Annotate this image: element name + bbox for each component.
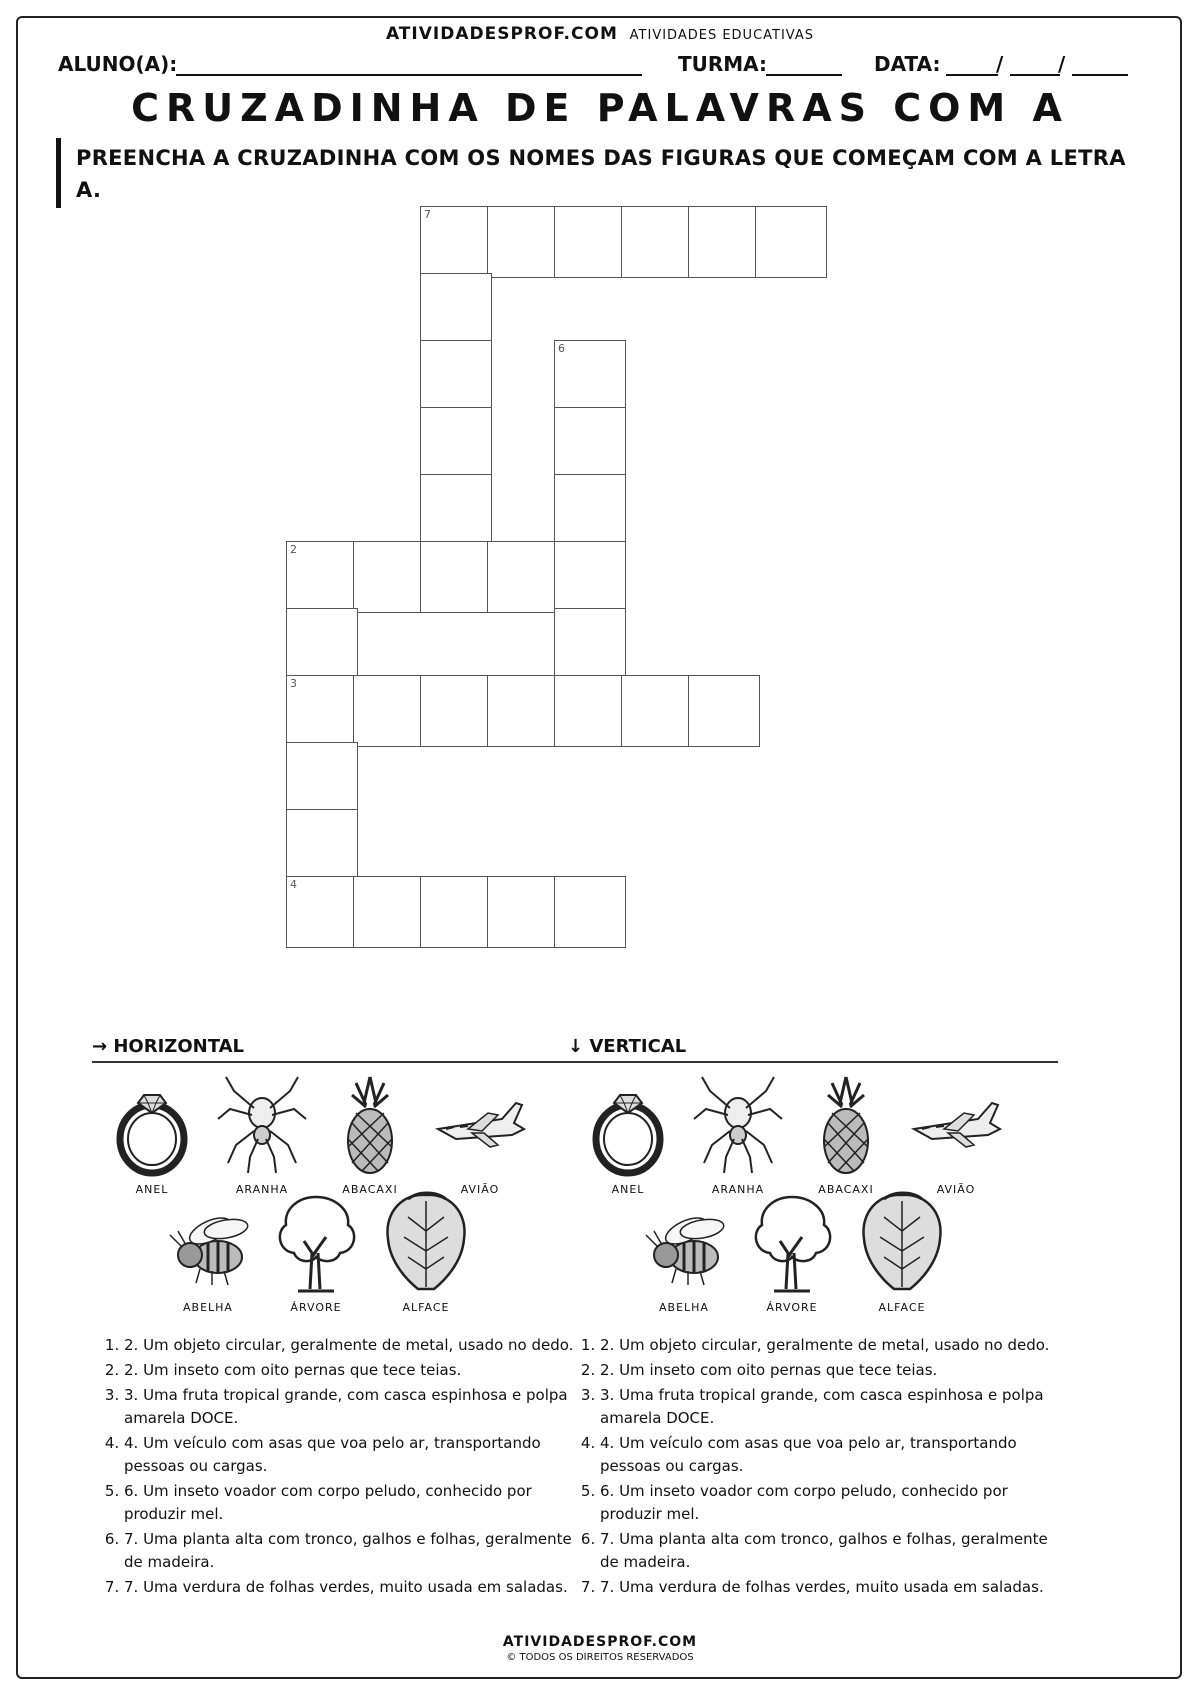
crossword-cell[interactable] <box>554 541 626 613</box>
page-footer <box>0 1634 1200 1663</box>
picture-bank <box>92 1063 582 1328</box>
pineapple-icon <box>798 1073 894 1177</box>
clue-list <box>568 1334 1058 1599</box>
crossword-cell[interactable] <box>286 876 358 948</box>
clue-list <box>92 1334 582 1599</box>
clue-number: 6 <box>558 342 565 355</box>
crossword-cell[interactable] <box>286 541 358 613</box>
crossword-cell[interactable] <box>554 608 626 680</box>
picture-pineapple <box>796 1073 896 1198</box>
picture-bank <box>568 1063 1058 1328</box>
crossword-cell[interactable] <box>420 541 492 613</box>
vertical-section <box>568 1036 1058 1601</box>
crossword-cell[interactable] <box>554 876 626 948</box>
clue-item: 4. 4. Um veículo com asas que voa pelo ar, transportando pessoas ou cargas. <box>124 1432 582 1478</box>
picture-tree <box>266 1191 366 1316</box>
clue-item: 6. 7. Uma planta alta com tronco, galhos e folhas, geralmente de madeira. <box>124 1528 582 1574</box>
tree-icon <box>744 1191 840 1295</box>
ring-icon <box>104 1073 200 1177</box>
bee-icon <box>160 1191 256 1295</box>
airplane-icon <box>908 1073 1004 1177</box>
crossword-cell[interactable] <box>420 474 492 546</box>
crossword-cell[interactable] <box>420 407 492 479</box>
lettuce-icon <box>378 1191 474 1295</box>
crossword-cell[interactable] <box>286 675 358 747</box>
clue-item: 7. 7. Uma verdura de folhas verdes, muito usada em saladas. <box>124 1576 582 1599</box>
clue-item: 1. 2. Um objeto circular, geralmente de metal, usado no dedo. <box>124 1334 582 1357</box>
lettuce-icon <box>854 1191 950 1295</box>
class-label: TURMA: <box>678 52 768 76</box>
clue-number: 7 <box>424 208 431 221</box>
picture-spider <box>212 1073 312 1198</box>
clue-number: 3 <box>290 677 297 690</box>
date-label: DATA: <box>874 52 941 76</box>
picture-label: ABELHA <box>183 1301 233 1314</box>
crossword-cell[interactable] <box>286 742 358 814</box>
crossword-cell[interactable] <box>420 340 492 412</box>
horizontal-heading: → HORIZONTAL <box>92 1036 582 1063</box>
crossword-cell[interactable] <box>420 206 492 278</box>
crossword-cell[interactable] <box>554 206 626 278</box>
crossword-cell[interactable] <box>554 340 626 412</box>
crossword-cell[interactable] <box>554 474 626 546</box>
footer-rights: © TODOS OS DIREITOS RESERVADOS <box>506 1652 694 1663</box>
student-label: ALUNO(A): <box>58 52 178 76</box>
picture-tree <box>742 1191 842 1316</box>
spider-icon <box>690 1073 786 1177</box>
clue-item: 4. 4. Um veículo com asas que voa pelo ar, transportando pessoas ou cargas. <box>600 1432 1058 1478</box>
date-separator: / <box>1058 52 1066 76</box>
clue-item: 2. 2. Um inseto com oito pernas que tece teias. <box>124 1359 582 1382</box>
crossword-cell[interactable] <box>487 541 559 613</box>
crossword-cell[interactable] <box>420 876 492 948</box>
clue-item: 3. 3. Uma fruta tropical grande, com casca espinhosa e polpa amarela DOCE. <box>124 1384 582 1430</box>
picture-label: ÁRVORE <box>766 1301 818 1314</box>
picture-ring <box>102 1073 202 1198</box>
bee-icon <box>636 1191 732 1295</box>
picture-label: ARANHA <box>711 1183 765 1196</box>
picture-lettuce <box>852 1191 952 1316</box>
clue-item: 6. 7. Uma planta alta com tronco, galhos e folhas, geralmente de madeira. <box>600 1528 1058 1574</box>
picture-bee <box>158 1191 258 1316</box>
picture-lettuce <box>376 1191 476 1316</box>
crossword-cell[interactable] <box>353 675 425 747</box>
picture-label: ANEL <box>135 1183 169 1196</box>
picture-airplane <box>430 1073 530 1198</box>
clue-number: 4 <box>290 878 297 891</box>
picture-ring <box>578 1073 678 1198</box>
picture-label: ALFACE <box>878 1301 926 1314</box>
clue-item: 5. 6. Um inseto voador com corpo peludo, conhecido por produzir mel. <box>124 1480 582 1526</box>
picture-label: ANEL <box>611 1183 645 1196</box>
page-title: CRUZADINHA DE PALAVRAS COM A <box>131 86 1069 130</box>
picture-bee <box>634 1191 734 1316</box>
clue-item: 7. 7. Uma verdura de folhas verdes, muito usada em saladas. <box>600 1576 1058 1599</box>
crossword-cell[interactable] <box>353 876 425 948</box>
crossword-cell[interactable] <box>487 675 559 747</box>
crossword-cell[interactable] <box>688 675 760 747</box>
picture-label: ABELHA <box>659 1301 709 1314</box>
vertical-heading: ↓ VERTICAL <box>568 1036 1058 1063</box>
site-subtitle: ATIVIDADES EDUCATIVAS <box>629 28 815 43</box>
crossword-cell[interactable] <box>286 608 358 680</box>
horizontal-section <box>92 1036 582 1601</box>
spider-icon <box>214 1073 310 1177</box>
clue-item: 5. 6. Um inseto voador com corpo peludo, conhecido por produzir mel. <box>600 1480 1058 1526</box>
crossword-cell[interactable] <box>420 675 492 747</box>
tree-icon <box>268 1191 364 1295</box>
clue-item: 3. 3. Uma fruta tropical grande, com casca espinhosa e polpa amarela DOCE. <box>600 1384 1058 1430</box>
instruction-text: PREENCHA A CRUZADINHA COM OS NOMES DAS FIGURAS QUE COMEÇAM COM A LETRA A. <box>76 146 1126 202</box>
picture-label: ABACAXI <box>818 1183 874 1196</box>
crossword-cell[interactable] <box>688 206 760 278</box>
footer-site: ATIVIDADESPROF.COM <box>502 1634 698 1650</box>
picture-airplane <box>906 1073 1006 1198</box>
crossword-cell[interactable] <box>487 876 559 948</box>
crossword-cell[interactable] <box>554 407 626 479</box>
picture-label: AVIÃO <box>936 1183 976 1196</box>
crossword-cell[interactable] <box>621 206 693 278</box>
picture-label: ABACAXI <box>342 1183 398 1196</box>
crossword-cell[interactable] <box>353 541 425 613</box>
pineapple-icon <box>322 1073 418 1177</box>
picture-pineapple <box>320 1073 420 1198</box>
picture-label: ALFACE <box>402 1301 450 1314</box>
crossword-cell[interactable] <box>554 675 626 747</box>
clue-item: 2. 2. Um inseto com oito pernas que tece teias. <box>600 1359 1058 1382</box>
crossword-cell[interactable] <box>420 273 492 345</box>
site-name: ATIVIDADESPROF.COM <box>385 24 618 44</box>
date-separator: / <box>996 52 1004 76</box>
picture-spider <box>688 1073 788 1198</box>
crossword-cell[interactable] <box>755 206 827 278</box>
crossword-cell[interactable] <box>621 675 693 747</box>
clue-item: 1. 2. Um objeto circular, geralmente de metal, usado no dedo. <box>600 1334 1058 1357</box>
clue-number: 2 <box>290 543 297 556</box>
airplane-icon <box>432 1073 528 1177</box>
crossword-cell[interactable] <box>487 206 559 278</box>
picture-label: ARANHA <box>235 1183 289 1196</box>
ring-icon <box>580 1073 676 1177</box>
crossword-cell[interactable] <box>286 809 358 881</box>
picture-label: ÁRVORE <box>290 1301 342 1314</box>
picture-label: AVIÃO <box>460 1183 500 1196</box>
